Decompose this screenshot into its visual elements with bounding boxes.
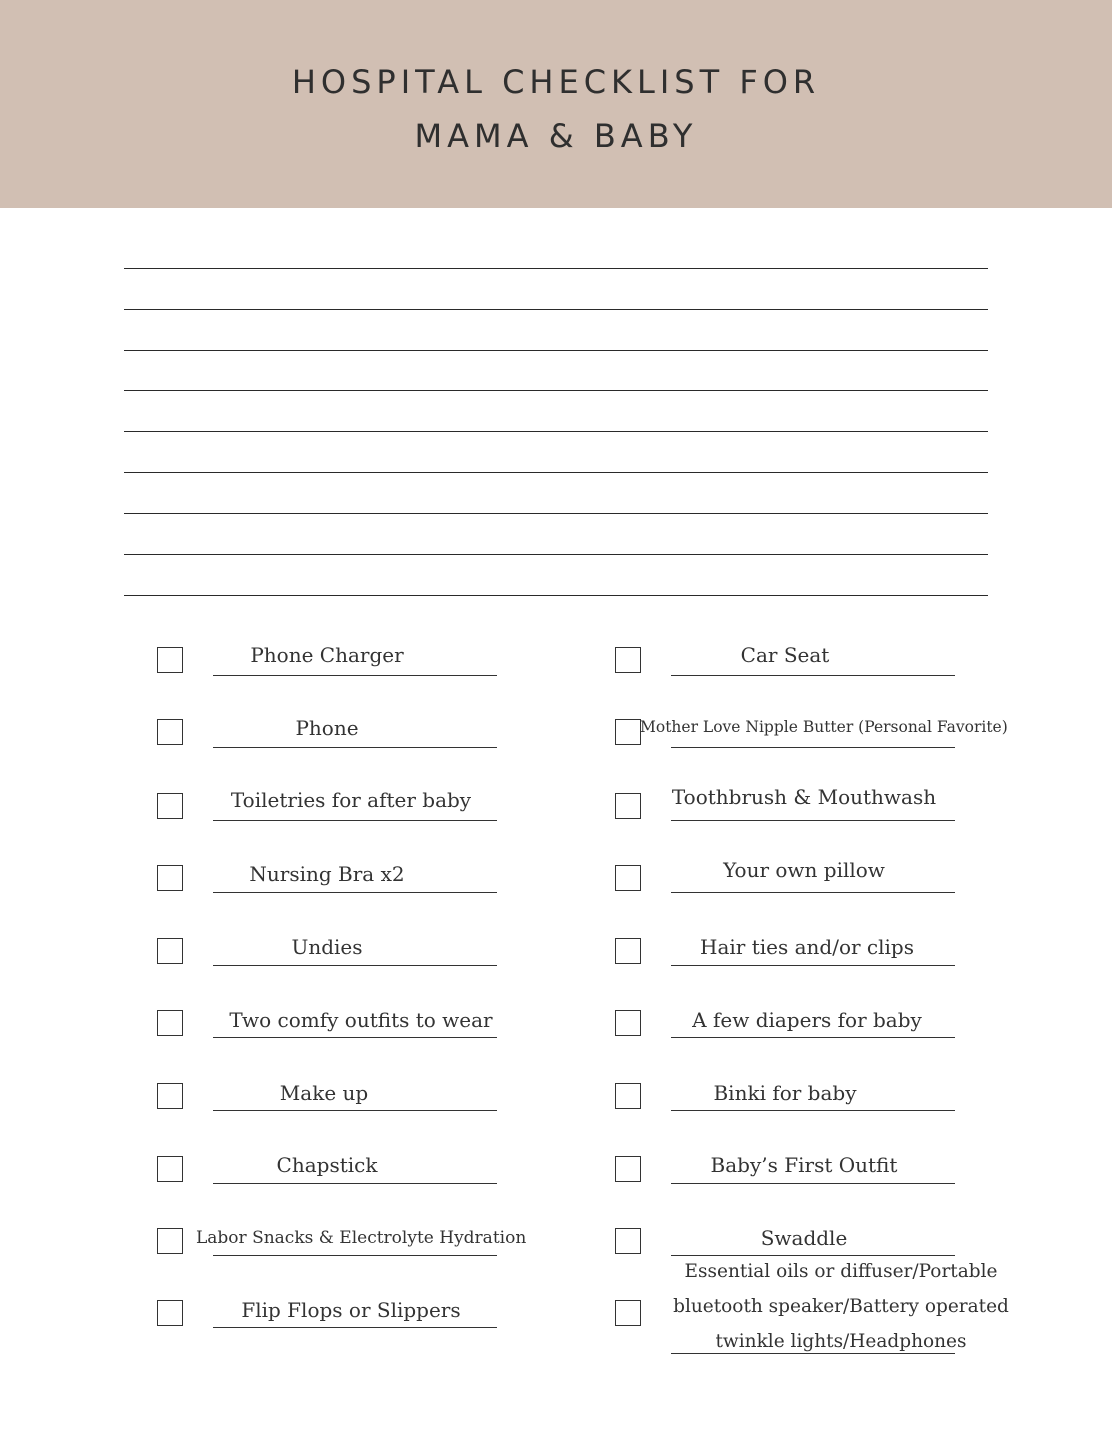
item-underline bbox=[671, 1110, 955, 1111]
checkbox[interactable] bbox=[157, 1083, 183, 1109]
checkbox[interactable] bbox=[157, 793, 183, 819]
checkbox[interactable] bbox=[157, 865, 183, 891]
item-underline bbox=[213, 820, 497, 821]
item-underline bbox=[671, 747, 955, 748]
item-underline bbox=[671, 675, 955, 676]
note-line[interactable] bbox=[124, 268, 988, 269]
item-label: Undies bbox=[291, 935, 363, 959]
page-title-line-2: MAMA & BABY bbox=[414, 117, 698, 155]
item-underline bbox=[671, 892, 955, 893]
item-label: Toiletries for after baby bbox=[230, 788, 472, 812]
item-label: Flip Flops or Slippers bbox=[241, 1298, 461, 1322]
item-underline bbox=[213, 1327, 497, 1328]
item-underline bbox=[671, 820, 955, 821]
item-label: Mother Love Nipple Butter (Personal Favorite) bbox=[640, 718, 1008, 736]
checkbox[interactable] bbox=[615, 938, 641, 964]
item-label: A few diapers for baby bbox=[692, 1008, 922, 1032]
item-underline bbox=[671, 965, 955, 966]
item-label: Phone Charger bbox=[250, 643, 404, 667]
note-line[interactable] bbox=[124, 513, 988, 514]
note-line[interactable] bbox=[124, 350, 988, 351]
item-underline bbox=[213, 1255, 497, 1256]
item-label: Nursing Bra x2 bbox=[249, 862, 405, 886]
item-label: Labor Snacks & Electrolyte Hydration bbox=[196, 1228, 527, 1248]
item-label: Make up bbox=[279, 1081, 369, 1105]
item-underline bbox=[213, 892, 497, 893]
checkbox[interactable] bbox=[615, 647, 641, 673]
note-line[interactable] bbox=[124, 595, 988, 596]
item-underline bbox=[213, 675, 497, 676]
item-underline bbox=[671, 1037, 955, 1038]
checkbox[interactable] bbox=[157, 1156, 183, 1182]
item-label: Two comfy outfits to wear bbox=[229, 1008, 493, 1032]
item-underline bbox=[213, 1110, 497, 1111]
checkbox[interactable] bbox=[157, 1228, 183, 1254]
item-label: Car Seat bbox=[740, 643, 830, 667]
note-line[interactable] bbox=[124, 431, 988, 432]
note-line[interactable] bbox=[124, 554, 988, 555]
note-line[interactable] bbox=[124, 390, 988, 391]
checkbox[interactable] bbox=[615, 719, 641, 745]
page-title-line-1: HOSPITAL CHECKLIST FOR bbox=[291, 63, 821, 101]
checkbox[interactable] bbox=[157, 719, 183, 745]
checkbox[interactable] bbox=[615, 1156, 641, 1182]
item-label: Baby’s First Outfit bbox=[710, 1153, 898, 1177]
item-underline bbox=[213, 747, 497, 748]
item-label: Swaddle bbox=[760, 1226, 848, 1250]
checkbox[interactable] bbox=[157, 1300, 183, 1326]
checkbox[interactable] bbox=[615, 1300, 641, 1326]
checkbox[interactable] bbox=[615, 1083, 641, 1109]
checkbox[interactable] bbox=[157, 938, 183, 964]
item-underline bbox=[213, 1037, 497, 1038]
item-underline bbox=[213, 965, 497, 966]
item-label: Essential oils or diffuser/Portable bluetooth speaker/Battery operated twinkle lights/Headphones bbox=[673, 1261, 1009, 1352]
item-label: Your own pillow bbox=[723, 858, 885, 882]
checkbox[interactable] bbox=[615, 1228, 641, 1254]
checkbox[interactable] bbox=[157, 1010, 183, 1036]
note-line[interactable] bbox=[124, 309, 988, 310]
item-label: Phone bbox=[295, 716, 359, 740]
item-label: Chapstick bbox=[276, 1153, 378, 1177]
item-label: Binki for baby bbox=[713, 1081, 857, 1105]
checkbox[interactable] bbox=[615, 865, 641, 891]
checkbox[interactable] bbox=[615, 793, 641, 819]
header-banner bbox=[0, 0, 1112, 208]
item-underline bbox=[213, 1183, 497, 1184]
note-line[interactable] bbox=[124, 472, 988, 473]
item-label: Toothbrush & Mouthwash bbox=[671, 785, 937, 809]
checkbox[interactable] bbox=[157, 647, 183, 673]
item-label: Hair ties and/or clips bbox=[700, 935, 914, 959]
checkbox[interactable] bbox=[615, 1010, 641, 1036]
item-underline bbox=[671, 1183, 955, 1184]
